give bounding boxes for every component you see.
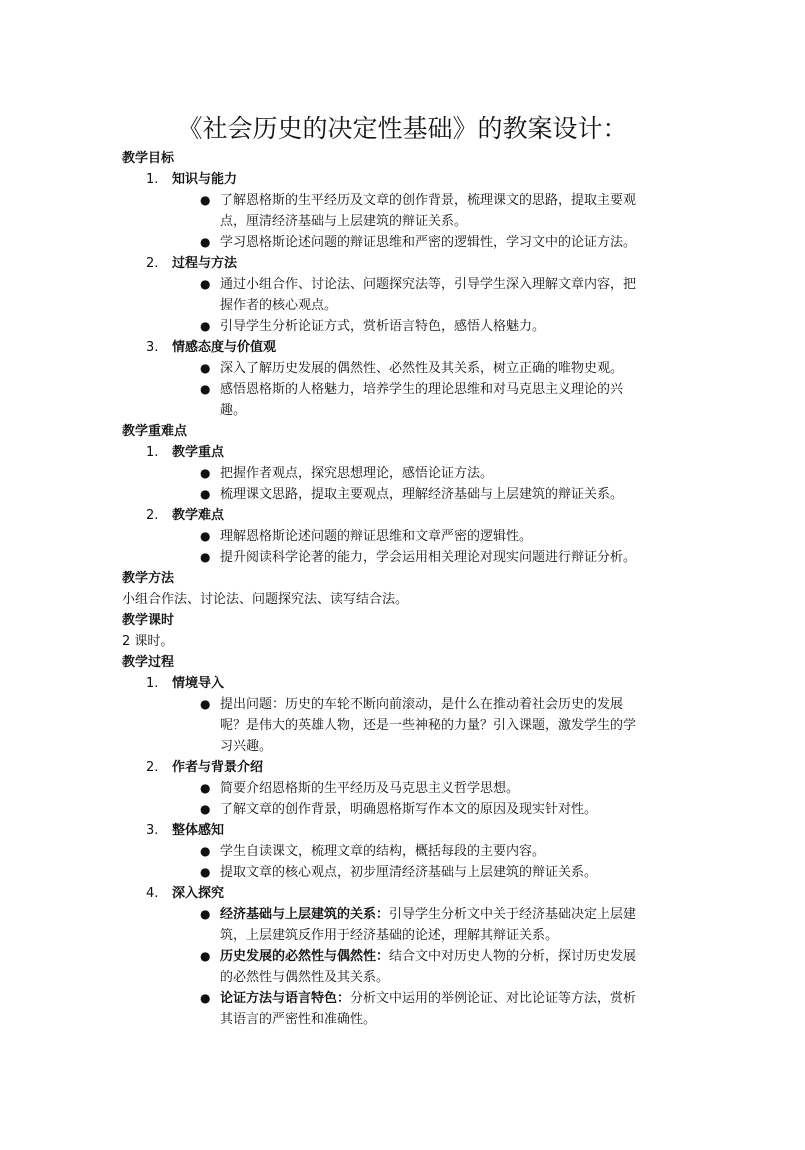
list-item-continuation: 筑，上层建筑反作用于经济基础的论述，理解其辩证关系。 [220,928,559,943]
list-item: ● 历史发展的必然性与偶然性：结合文中对历史人物的分析，探讨历史发展 [122,946,682,967]
list-item: ● 感悟恩格斯的人格魅力，培养学生的理论思维和对马克思主义理论的兴 [122,379,682,400]
list-item: ● 通过小组合作、讨论法、问题探究法等，引导学生深入理解文章内容，把 [122,274,682,295]
list-item-continuation: 趣。 [220,403,247,418]
list-item: ● 提取文章的核心观点，初步厘清经济基础与上层建筑的辩证关系。 [122,862,682,883]
process-item-1: 1. 情境导入 [146,676,225,691]
list-item-continuation: 握作者的核心观点。 [220,298,338,313]
list-item: ● 梳理课文思路，提取主要观点，理解经济基础与上层建筑的辩证关系。 [122,484,682,505]
bullet-icon: ● [200,487,211,501]
document-body [122,148,682,1030]
list-item: ● 引导学生分析论证方式，赏析语言特色，感悟人格魅力。 [122,316,682,337]
objective-item-3: 3. 情感态度与价值观 [146,340,277,355]
list-item: ● 学生自读课文，梳理文章的结构，概括每段的主要内容。 [122,841,682,862]
list-item-continuation: 呢？是伟大的英雄人物，还是一些神秘的力量？引入课题，激发学生的学 [220,718,637,733]
list-item: ● 简要介绍恩格斯的生平经历及马克思主义哲学思想。 [122,778,682,799]
document-title: 《社会历史的决定性基础》的教案设计： [177,114,628,143]
bullet-icon: ● [200,193,211,207]
list-item-continuation: 习兴趣。 [220,739,273,754]
bullet-icon: ● [200,697,211,711]
bullet-icon: ● [200,781,211,795]
bullet-icon: ● [200,361,211,375]
bullet-icon: ● [200,550,211,564]
key-point-item-2: 2. 教学难点 [146,508,225,523]
bullet-icon: ● [200,382,211,396]
objective-item-2: 2. 过程与方法 [146,256,238,271]
methods-text: 小组合作法、讨论法、问题探究法、读写结合法。 [122,592,409,607]
bullet-icon: ● [200,235,211,249]
bullet-icon: ● [200,991,211,1005]
list-item: ● 了解恩格斯的生平经历及文章的创作背景，梳理课文的思路，提取主要观 [122,190,682,211]
bullet-icon: ● [200,466,211,480]
list-item: ● 学习恩格斯论述问题的辩证思维和严密的逻辑性，学习文中的论证方法。 [122,232,682,253]
list-item: ● 把握作者观点，探究思想理论，感悟论证方法。 [122,463,682,484]
bullet-icon: ● [200,907,211,921]
list-item: ● 深入了解历史发展的偶然性、必然性及其关系，树立正确的唯物史观。 [122,358,682,379]
bullet-icon: ● [200,844,211,858]
section-heading-key-points: 教学重难点 [122,424,188,439]
hours-text: 2 课时。 [122,634,174,649]
list-item: ● 了解文章的创作背景，明确恩格斯写作本文的原因及现实针对性。 [122,799,682,820]
bullet-icon: ● [200,802,211,816]
bullet-icon: ● [200,529,211,543]
bullet-icon: ● [200,319,211,333]
list-item: ● 提升阅读科学论著的能力，学会运用相关理论对现实问题进行辩证分析。 [122,547,682,568]
process-item-3: 3. 整体感知 [146,823,225,838]
section-heading-process: 教学过程 [122,655,175,670]
list-item-continuation: 的必然性与偶然性及其关系。 [220,970,390,985]
key-point-item-1: 1. 教学重点 [146,445,225,460]
list-item-continuation: 其语言的严密性和准确性。 [220,1012,377,1027]
bullet-icon: ● [200,277,211,291]
process-item-2: 2. 作者与背景介绍 [146,760,264,775]
process-item-4: 4. 深入探究 [146,886,225,901]
section-heading-hours: 教学课时 [122,613,175,628]
objective-item-1: 1. 知识与能力 [146,172,238,187]
bullet-icon: ● [200,865,211,879]
section-heading-methods: 教学方法 [122,571,175,586]
list-item: ● 提出问题：历史的车轮不断向前滚动，是什么在推动着社会历史的发展 [122,694,682,715]
section-heading-objectives: 教学目标 [122,151,175,166]
bullet-icon: ● [200,949,211,963]
list-item: ● 理解恩格斯论述问题的辩证思维和文章严密的逻辑性。 [122,526,682,547]
list-item: ● 经济基础与上层建筑的关系：引导学生分析文中关于经济基础决定上层建 [122,904,682,925]
list-item-continuation: 点，厘清经济基础与上层建筑的辩证关系。 [220,214,468,229]
list-item: ● 论证方法与语言特色：分析文中运用的举例论证、对比论证等方法，赏析 [122,988,682,1009]
